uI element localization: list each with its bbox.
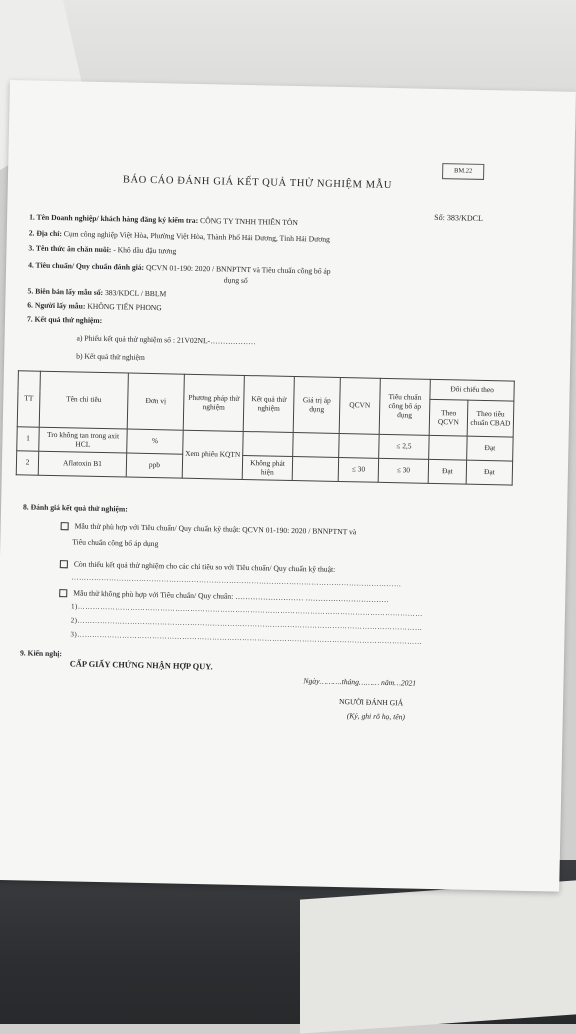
field-label: 5. Biên bản lấy mẫu số: <box>27 286 104 297</box>
header-qcvn: QCVN <box>339 377 380 434</box>
result-subheading: b) Kết quả thử nghiệm <box>76 351 145 362</box>
row-by-qcvn: Đạt <box>428 459 466 484</box>
header-method: Phương pháp thử nghiệm <box>183 374 244 431</box>
header-compare: Đối chiếu theo <box>430 379 514 401</box>
row-tt: 1 <box>17 427 39 451</box>
recommendation: CẤP GIẤY CHỨNG NHẬN HỢP QUY. <box>69 659 213 672</box>
row-name: Aflatoxin B1 <box>38 451 126 477</box>
header-tt: TT <box>17 371 40 427</box>
field-value: - Khô dầu đậu tương <box>113 245 177 256</box>
checkbox-icon[interactable] <box>61 522 69 530</box>
list-item: 3)………………………………………………………………………………………………………………………… <box>70 630 423 646</box>
section8-option-conforming-cont: Tiêu chuẩn công bố áp dụng <box>72 537 159 549</box>
header-standard: Tiêu chuẩn công bố áp dụng <box>379 378 430 435</box>
signer-role: NGƯỜI ĐÁNH GIÁ <box>338 697 404 708</box>
row-unit: % <box>127 429 183 454</box>
dotted-line: …………………………………………………………………………………………………………………… <box>71 573 402 589</box>
row-applied <box>293 433 339 458</box>
section8-option-conforming <box>61 521 357 536</box>
document-page <box>0 80 576 892</box>
option-label: Mẫu thử phù hợp với Tiêu chuẩn/ Quy chuẩn kỹ thuật: QCVN 01-190: 2020 / BNNPTNT và <box>74 521 357 537</box>
header-name: Tên chỉ tiêu <box>39 371 128 429</box>
field-value: QCVN 01-190: 2020 / BNNPTNT và Tiêu chuẩn công bố áp <box>145 262 331 276</box>
row-method: Xem phiếu KQTN <box>182 430 243 479</box>
row-applied <box>292 457 338 482</box>
field-label: 7. Kết quả thử nghiệm: <box>26 314 103 325</box>
option-label: Mẫu thử không phù hợp với Tiêu chuẩn/ Quy chuẩn: ……………………… …………………………… <box>73 588 389 605</box>
section8-title: 8. Đánh giá kết quả thử nghiệm: <box>22 502 128 514</box>
row-result: Không phát hiện <box>242 455 292 480</box>
field-address <box>29 228 330 243</box>
signer-note: (Ký, ghi rõ họ, tên) <box>346 711 406 722</box>
row-unit: ppb <box>126 453 182 478</box>
sign-date: Ngày……….tháng……… năm…2021 <box>303 676 417 688</box>
header-applied: Giá trị áp dụng <box>293 377 340 434</box>
field-standard-continuation: dụng số <box>223 275 248 286</box>
row-standard: ≤ 2,5 <box>379 434 429 459</box>
desk-panel <box>300 880 576 1033</box>
form-code-box: BM.22 <box>442 163 484 180</box>
field-label: 6. Người lấy mẫu: <box>27 300 86 311</box>
document-number: Số: 383/KDCL <box>434 212 483 223</box>
field-label: 4. Tiêu chuẩn/ Quy chuẩn đánh giá: <box>28 260 145 272</box>
row-tt: 2 <box>16 451 38 475</box>
results-table <box>16 370 515 485</box>
header-by-cbad: Theo tiêu chuẩn CBAD <box>467 400 514 437</box>
field-value: KHÔNG TIẾN PHONG <box>87 301 162 313</box>
row-by-cbad: Đạt <box>466 460 513 485</box>
row-by-cbad: Đạt <box>467 436 514 461</box>
section9-title: 9. Kiến nghị: <box>19 648 63 659</box>
checkbox-icon[interactable] <box>60 560 68 568</box>
header-unit: Đơn vị <box>127 373 184 430</box>
field-value: Cụm công nghiệp Việt Hòa, Phường Việt Hòa, Thành Phố Hải Dương, Tỉnh Hải Dương <box>63 229 330 244</box>
row-qcvn <box>339 433 379 458</box>
header-by-qcvn: Theo QCVN <box>429 399 468 436</box>
field-label: 3. Tên thức ăn chăn nuôi: <box>28 243 112 255</box>
field-label: 1. Tên Doanh nghiệp/ khách hàng đăng ký kiểm tra: <box>29 212 199 225</box>
option-label: Còn thiếu kết quả thử nghiệm cho các chỉ tiêu so với Tiêu chuẩn/ Quy chuẩn kỹ thuật: <box>73 559 336 574</box>
field-company <box>29 212 298 227</box>
field-value: CÔNG TY TNHH THIÊN TÔN <box>199 216 299 228</box>
field-sampling-record <box>27 286 166 298</box>
row-result <box>243 431 293 456</box>
checkbox-icon[interactable] <box>59 589 67 597</box>
field-label: 2. Địa chỉ: <box>28 228 63 239</box>
row-by-qcvn <box>429 435 467 460</box>
section8-option-nonconforming <box>59 588 389 604</box>
section8-option-missing <box>60 559 336 574</box>
row-qcvn: ≤ 30 <box>338 457 378 482</box>
document-title: BÁO CÁO ĐÁNH GIÁ KẾT QUẢ THỬ NGHIỆM MẪU <box>122 174 393 192</box>
header-result: Kết quả thử nghiệm <box>243 375 294 432</box>
list-item: 1)………………………………………………………………………………………………………………………… <box>70 602 423 618</box>
field-feed-name <box>28 243 176 255</box>
row-name: Tro không tan trong axit HCL <box>39 427 127 453</box>
field-sampler <box>27 300 162 312</box>
result-sheet-number: a) Phiếu kết quả thử nghiệm số : 21V02NL-……………… <box>76 333 256 347</box>
field-value: 383/KDCL / BBLM <box>104 288 167 299</box>
row-standard: ≤ 30 <box>378 458 428 483</box>
field-test-results <box>27 314 102 325</box>
list-item: 2)………………………………………………………………………………………………………………………… <box>70 616 423 632</box>
field-standard <box>28 260 331 275</box>
